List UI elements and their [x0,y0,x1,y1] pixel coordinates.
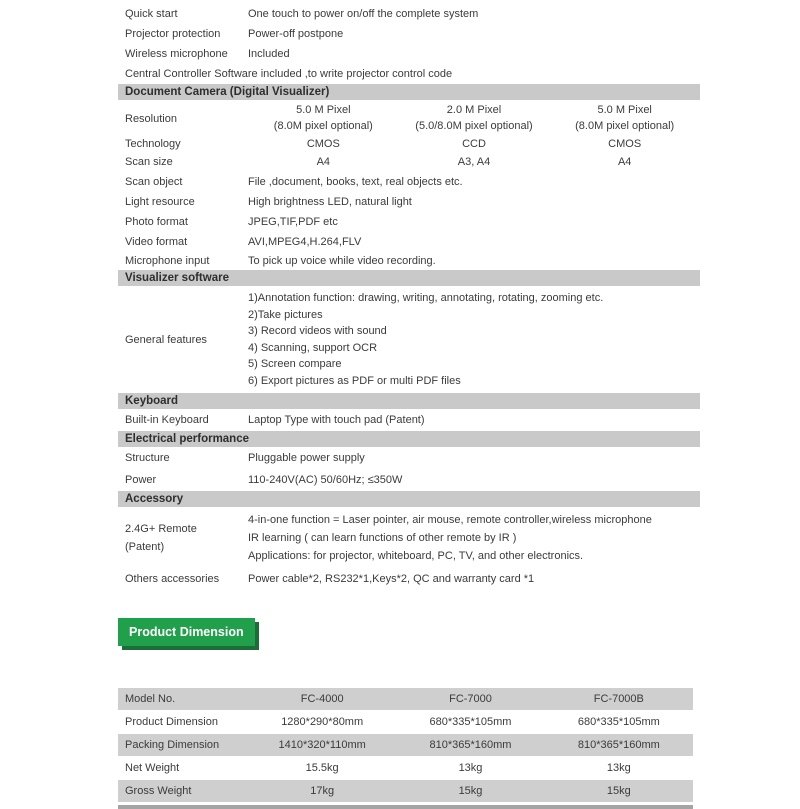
spec-row-general-features [118,286,700,393]
row-value: 110-240V(AC) 50/60Hz; ≤350W [248,474,403,486]
spec-row-scan-object [118,172,700,192]
row-value: One touch to power on/off the complete system [248,8,479,20]
remote-line: Applications: for projector, whiteboard, PC, TV, and other electronics. [248,550,584,562]
model-fc-7000: FC-7000 [449,693,492,705]
resolution-columns [248,102,700,136]
section-header-document-camera: Document Camera (Digital Visualizer) [118,84,700,100]
spec-row-quick-start [118,4,700,24]
row-label: Quick start [125,8,178,20]
feature-line: 5) Screen compare [248,358,342,370]
spec-row-projector-protection [118,24,700,44]
table-header-row [118,688,693,710]
row-label: Resolution [125,113,177,125]
row-value: Power-off postpone [248,28,344,40]
row-label: 2.4G+ Remote (Patent) [125,523,197,553]
row-label: Technology [125,138,181,150]
row-label: Power [125,474,157,486]
row-label: Wireless microphone [125,48,228,60]
row-value: High brightness LED, natural light [248,196,412,208]
spec-row-light-resource [118,192,700,212]
table-row-packing-dimension: Packing Dimension 1410*320*110mm 810*365*160mm 810*365*160mm [118,734,693,756]
general-features-list [248,290,700,389]
row-label: Photo format [125,216,188,228]
row-value: To pick up voice while video recording. [248,255,436,267]
row-label: Light resource [125,196,195,208]
spec-row-photo-format [118,212,700,232]
remote-line: IR learning ( can learn functions of other remote by IR ) [248,532,517,544]
row-value: Included [248,48,290,60]
spec-row-video-format [118,232,700,252]
feature-line: 4) Scanning, support OCR [248,341,378,354]
remote-line: 4-in-one function = Laser pointer, air mouse, remote controller,wireless microphone [248,514,652,526]
model-fc-4000: FC-4000 [300,693,344,705]
resolution-col-2: 2.0 M Pixel (5.0/8.0M pixel optional) [415,104,533,132]
row-label: Others accessories [125,573,220,585]
section-header-accessory: Accessory [118,491,700,507]
spec-row-others-accessories [118,569,700,589]
table-row-gross-weight: Gross Weight 17kg 15kg 15kg [118,780,693,802]
model-fc-7000b: FC-7000B [593,693,644,705]
row-label: Built-in Keyboard [125,414,209,426]
product-dimension-banner: Product Dimension [118,618,255,646]
spec-row-technology: Technology CMOS CCD CMOS [118,136,700,153]
spec-row-microphone-input [118,252,700,270]
row-value: JPEG,TIF,PDF etc [248,216,338,228]
remote-feature-list [248,511,700,565]
row-value: File ,document, books, text, real objects etc. [248,176,463,188]
dimension-table [118,688,693,802]
spec-row-wireless-microphone [118,44,700,64]
spec-row-structure [118,447,700,469]
section-header-keyboard: Keyboard [118,393,700,409]
row-label: Scan size [125,156,173,168]
feature-line: 3) Record videos with sound [248,325,387,337]
section-header-electrical: Electrical performance [118,431,700,447]
row-value: AVI,MPEG4,H.264,FLV [248,236,362,248]
table-header-label: Model No. [125,693,176,705]
spec-row-power [118,469,700,491]
row-label: General features [125,333,207,346]
feature-line: 1)Annotation function: drawing, writing, annotating, rotating, zooming etc. [248,292,604,304]
row-label: Video format [125,236,188,248]
bottom-divider [118,805,693,809]
resolution-col-1: 5.0 M Pixel (8.0M pixel optional) [273,104,373,132]
row-label: Microphone input [125,255,210,267]
table-row-net-weight: Net Weight 15.5kg 13kg 13kg [125,762,631,774]
row-value: Laptop Type with touch pad (Patent) [248,414,425,426]
row-label: Projector protection [125,28,221,40]
section-header-visualizer-software: Visualizer software [118,270,700,286]
feature-line: 2)Take pictures [248,308,323,321]
feature-line: 6) Export pictures as PDF or multi PDF files [248,374,461,387]
resolution-col-3: 5.0 M Pixel (8.0M pixel optional) [575,104,675,132]
row-label: Structure [125,452,170,464]
table-row-product-dimension: Product Dimension 1280*290*80mm 680*335*105mm 680*335*105mm [125,716,660,728]
spec-row-scan-size: Scan size A4 A3, A4 A4 [118,153,700,172]
row-value: Pluggable power supply [248,452,365,464]
spec-row-resolution [118,100,700,136]
spec-sheet [118,4,700,809]
spec-row-central-controller: Central Controller Software included ,to write projector control code [125,68,453,80]
spec-row-built-in-keyboard [118,409,700,431]
spec-row-remote [118,507,700,569]
row-value: Power cable*2, RS232*1,Keys*2, QC and warranty card *1 [248,573,535,585]
row-label: Scan object [125,176,183,188]
